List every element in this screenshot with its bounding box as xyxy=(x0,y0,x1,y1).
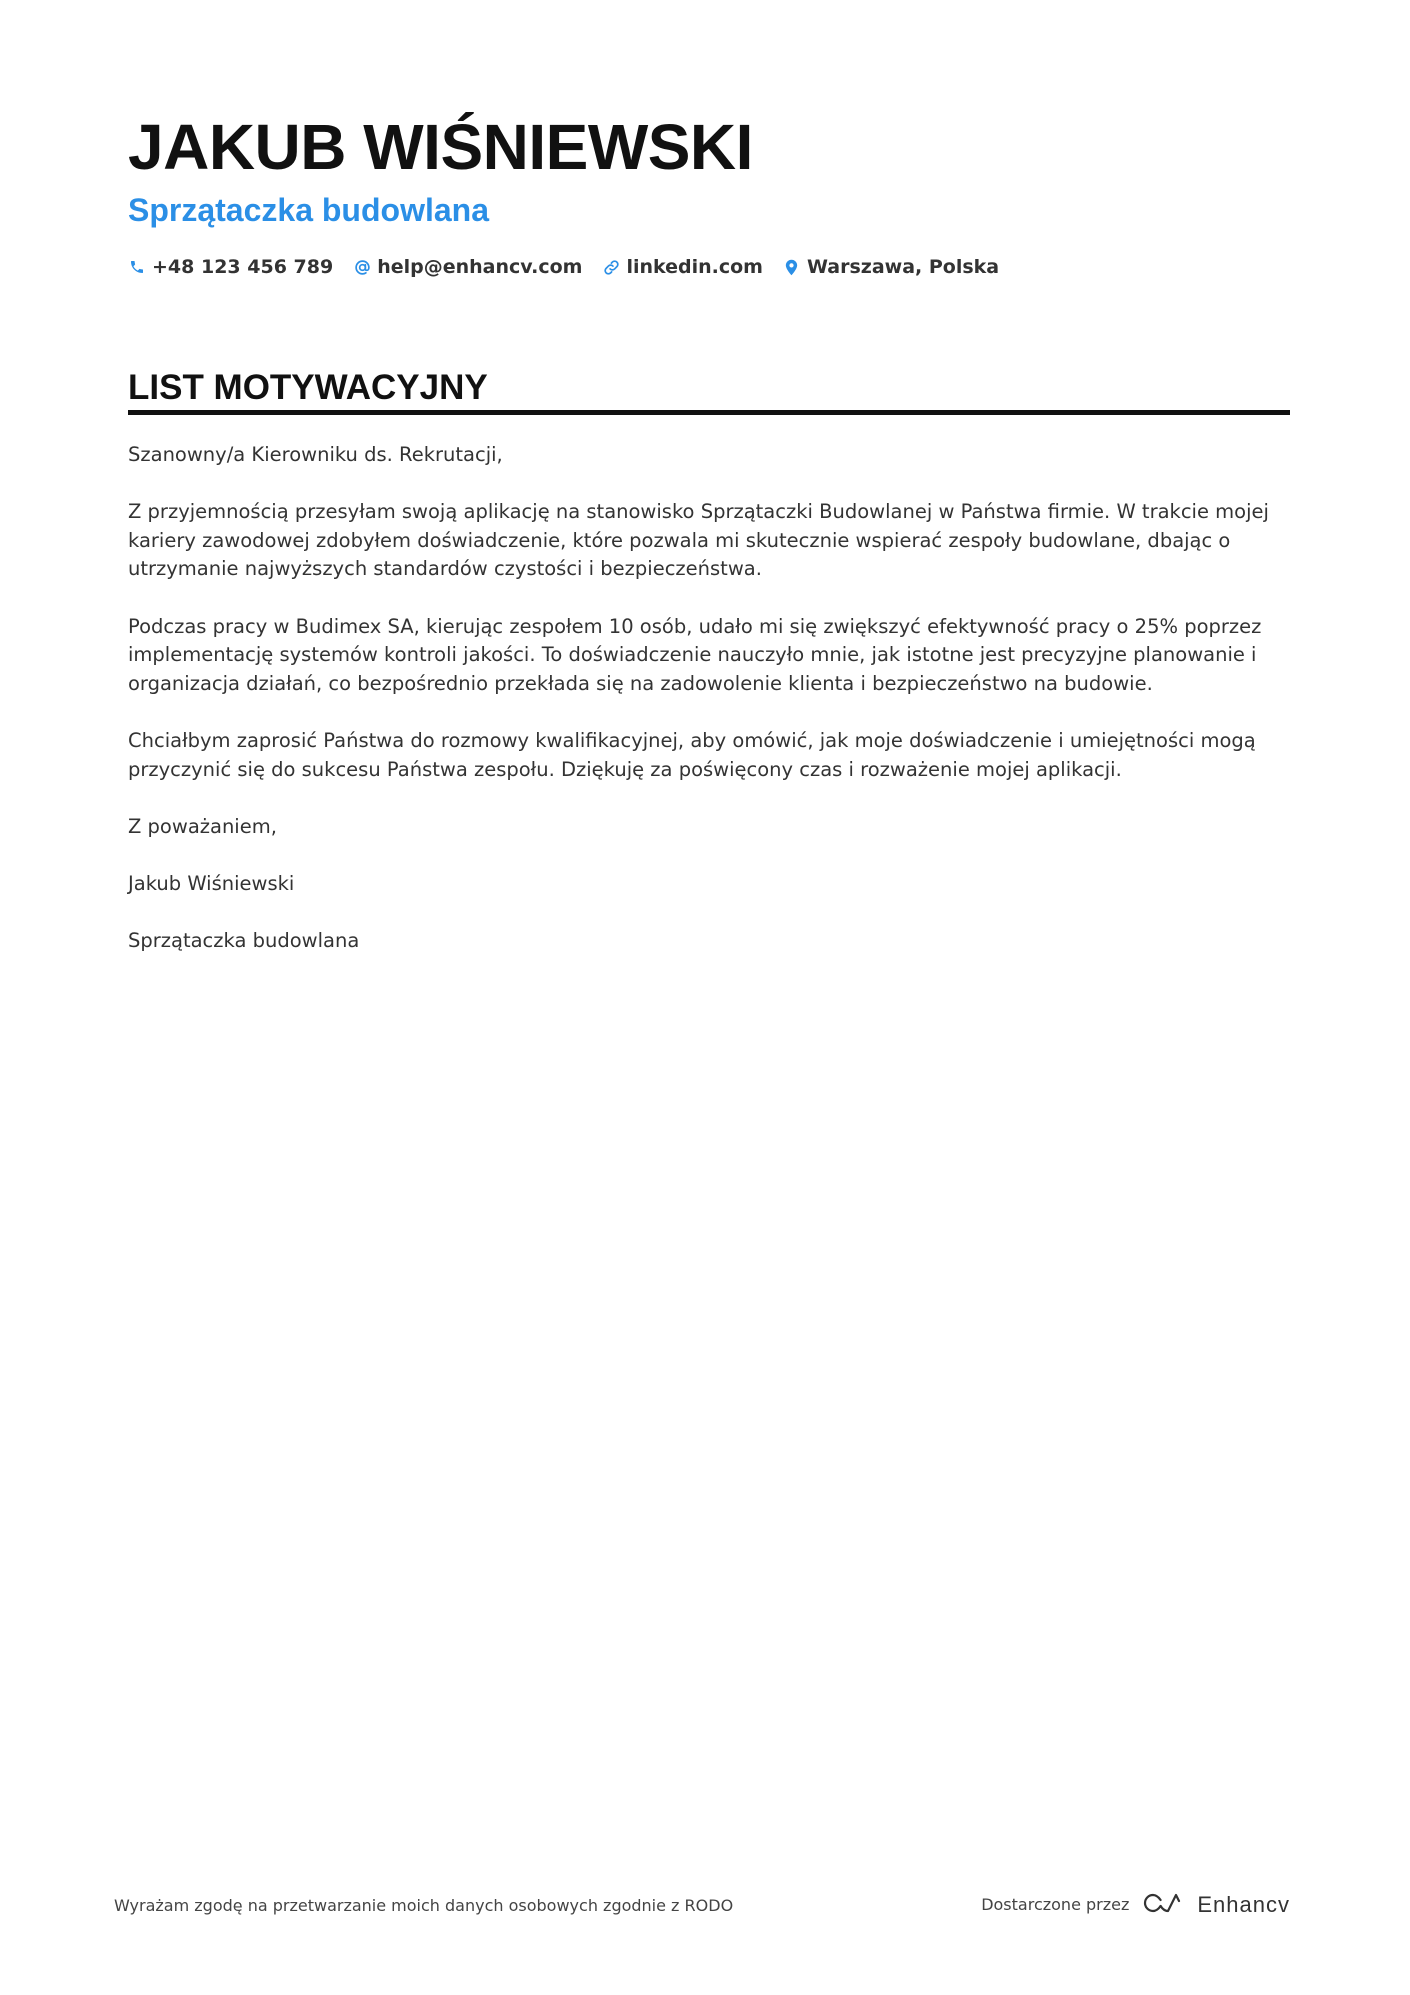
at-icon xyxy=(353,258,371,276)
linkedin-text: linkedin.com xyxy=(626,256,763,278)
contact-linkedin[interactable] xyxy=(602,254,763,280)
brand-wordmark: Enhancv xyxy=(1197,1892,1290,1917)
link-icon xyxy=(602,258,620,276)
letter-closing: Z poważaniem, xyxy=(128,814,277,838)
job-title: Sprzątaczka budowlana xyxy=(128,192,489,228)
contact-email[interactable] xyxy=(353,254,582,280)
powered-by xyxy=(981,1890,1290,1920)
contact-location xyxy=(783,254,999,280)
email-text: help@enhancv.com xyxy=(377,256,583,278)
phone-text: +48 123 456 789 xyxy=(152,256,334,278)
signature-name: Jakub Wiśniewski xyxy=(128,871,295,895)
powered-by-label: Dostarczone przez xyxy=(981,1895,1130,1914)
enhancv-logo[interactable] xyxy=(1141,1890,1290,1920)
phone-icon xyxy=(128,258,146,276)
letter-paragraph: Chciałbym zaprosić Państwa do rozmowy kwalifikacyjnej, aby omówić, jak moje doświadczenie i umiejętności mogą przyczynić się do sukcesu Państwa zespołu. Dziękuję za poświęcony czas i rozważenie mojej aplikacji. xyxy=(128,728,1256,781)
map-pin-icon xyxy=(783,258,801,276)
candidate-name: JAKUB WIŚNIEWSKI xyxy=(128,111,753,183)
infinity-logo-icon xyxy=(1141,1890,1187,1920)
letter-paragraph: Z przyjemnością przesyłam swoją aplikację na stanowisko Sprzątaczki Budowlanej w Państwa firmie. W trakcie mojej kariery zawodowej zdobyłem doświadczenie, które pozwala mi skutecznie wspierać zespoły budowlane, dbając o utrzymanie najwyższych standardów czystości i bezpieczeństwa. xyxy=(128,500,1269,581)
location-text: Warszawa, Polska xyxy=(806,256,1000,278)
letter-paragraph: Podczas pracy w Budimex SA, kierując zespołem 10 osób, udało mi się zwiększyć efektywność pracy o 25% poprzez implementację systemów kontroli jakości. To doświadczenie nauczyło mnie, jak istotne jest precyzyjne planowanie i organizacja działań, co bezpośrednio przekłada się na zadowolenie klienta i bezpieczeństwo na budowie. xyxy=(128,614,1262,695)
contact-bar xyxy=(128,254,999,280)
section-title: LIST MOTYWACYJNY xyxy=(128,368,488,407)
contact-phone[interactable] xyxy=(128,254,333,280)
section-divider xyxy=(128,410,1290,415)
gdpr-consent: Wyrażam zgodę na przetwarzanie moich danych osobowych zgodnie z RODO xyxy=(114,1896,734,1915)
signature-title: Sprzątaczka budowlana xyxy=(128,929,360,953)
letter-greeting: Szanowny/a Kierowniku ds. Rekrutacji, xyxy=(128,443,503,466)
letter-body xyxy=(128,441,1290,984)
